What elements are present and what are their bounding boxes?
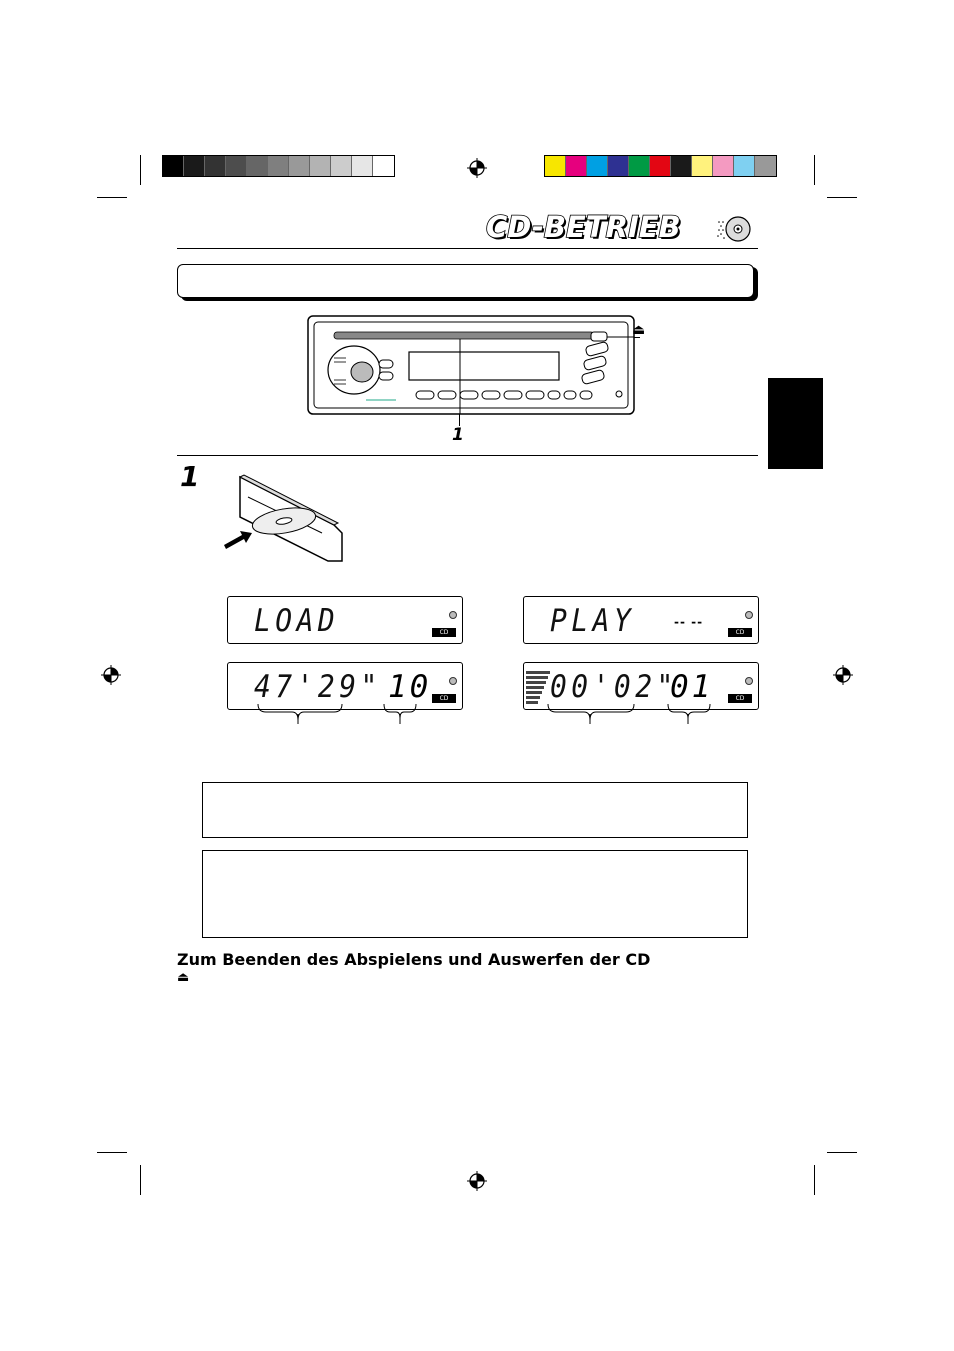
crop-mark — [814, 1165, 815, 1195]
gray-swatch — [310, 156, 331, 176]
note-box-2 — [202, 850, 748, 938]
disc-indicator-icon — [449, 677, 457, 685]
registration-target-icon — [467, 158, 487, 178]
lcd-display-play — [523, 596, 759, 644]
stop-eject-heading: Zum Beenden des Abspielens und Auswerfen der CD — [177, 950, 651, 969]
color-swatch — [755, 156, 776, 176]
gray-swatch — [247, 156, 268, 176]
lcd-extra: -- -- — [674, 615, 704, 629]
car-stereo-illustration — [306, 314, 636, 416]
gray-swatch — [331, 156, 352, 176]
gray-swatch — [352, 156, 373, 176]
divider-rule — [177, 455, 758, 456]
title-rule — [177, 248, 758, 249]
section-header-box — [177, 264, 754, 298]
lcd-extra: 01 — [670, 669, 714, 705]
cd-icon — [716, 214, 752, 244]
disc-indicator-icon — [745, 611, 753, 619]
disc-indicator-icon — [449, 611, 457, 619]
gray-swatch — [289, 156, 310, 176]
gray-calibration-bar — [162, 155, 395, 177]
gray-swatch — [184, 156, 205, 176]
lcd-extra: 10 — [388, 669, 432, 705]
gray-swatch — [373, 156, 394, 176]
eject-icon: ⏏ — [177, 970, 190, 985]
color-swatch — [629, 156, 650, 176]
gray-swatch — [205, 156, 226, 176]
note-box-1 — [202, 782, 748, 838]
display-brackets — [0, 700, 954, 730]
crop-mark — [814, 155, 815, 185]
cd-badge: CD — [432, 628, 456, 637]
gray-swatch — [163, 156, 184, 176]
cd-badge: CD — [728, 694, 752, 703]
lcd-display-load — [227, 596, 463, 644]
registration-target-icon — [833, 665, 853, 685]
color-swatch — [608, 156, 629, 176]
color-swatch — [650, 156, 671, 176]
color-swatch — [671, 156, 692, 176]
language-tab — [768, 378, 823, 469]
crop-mark — [827, 197, 857, 198]
lcd-text: 47'29" — [254, 669, 382, 705]
lcd-text: 00'02" — [550, 669, 678, 705]
color-swatch — [713, 156, 734, 176]
color-swatch — [734, 156, 755, 176]
registration-target-icon — [467, 1171, 487, 1191]
disc-indicator-icon — [745, 677, 753, 685]
color-swatch — [566, 156, 587, 176]
cd-badge: CD — [432, 694, 456, 703]
lcd-text: LOAD — [254, 603, 340, 639]
callout-number: 1 — [452, 425, 464, 445]
crop-mark — [97, 197, 127, 198]
step-number: 1 — [180, 460, 200, 493]
registration-target-icon — [101, 665, 121, 685]
cd-badge: CD — [728, 628, 752, 637]
color-swatch — [545, 156, 566, 176]
eject-symbol: ⏏ — [632, 322, 646, 338]
lcd-text: PLAY — [550, 603, 636, 639]
color-swatch — [692, 156, 713, 176]
gray-swatch — [268, 156, 289, 176]
cd-insert-illustration — [222, 473, 346, 565]
crop-mark — [97, 1152, 127, 1153]
gray-swatch — [226, 156, 247, 176]
color-calibration-bar — [544, 155, 777, 177]
crop-mark — [827, 1152, 857, 1153]
page-title: CD-BETRIEB — [486, 210, 681, 244]
color-swatch — [587, 156, 608, 176]
crop-mark — [140, 1165, 141, 1195]
crop-mark — [140, 155, 141, 185]
